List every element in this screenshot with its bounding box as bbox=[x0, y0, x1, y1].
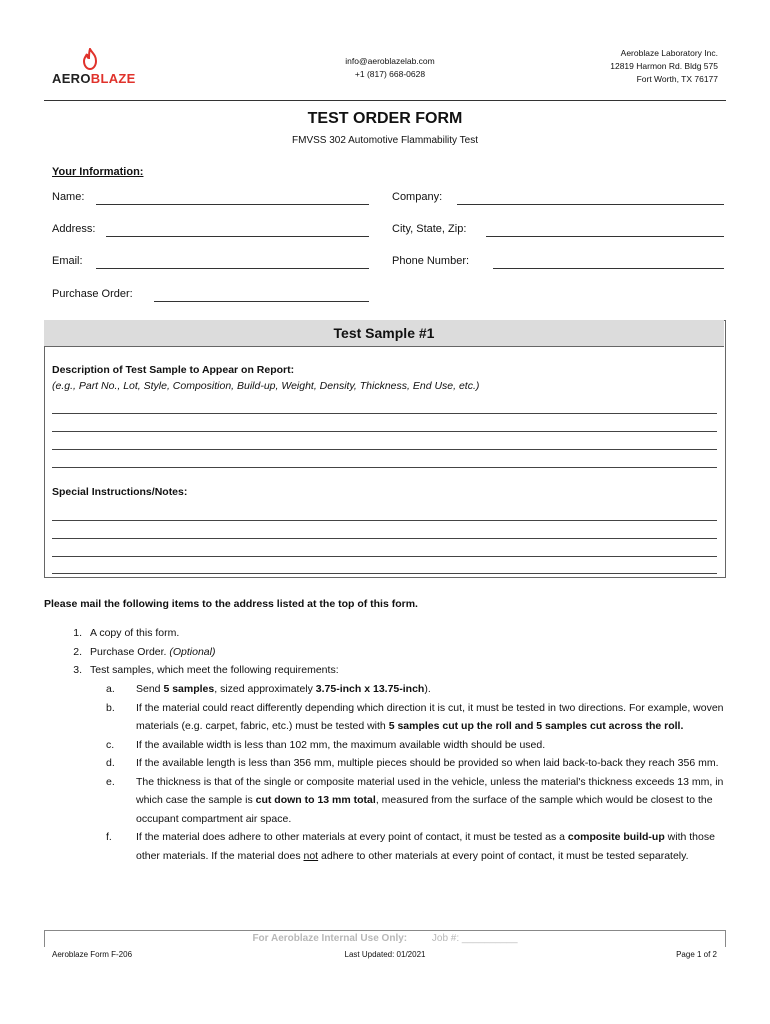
company-field[interactable] bbox=[457, 204, 724, 205]
description-line-2[interactable] bbox=[52, 431, 717, 432]
form-title: TEST ORDER FORM bbox=[307, 110, 463, 127]
address-field[interactable] bbox=[106, 236, 369, 237]
flame-icon bbox=[80, 48, 100, 70]
bold-part: composite build-up bbox=[567, 831, 665, 843]
description-hint: (e.g., Part No., Lot, Style, Composition, Build-up, Weight, Density, Thickness, End Use, etc.) bbox=[52, 380, 480, 392]
internal-use-line bbox=[0, 933, 770, 944]
requirement-text: If the available width is less than 102 mm, the maximum available width should be used. bbox=[136, 738, 546, 751]
list-number: 3. bbox=[73, 664, 82, 676]
requirement-letter: a. bbox=[106, 683, 115, 695]
description-line-1[interactable] bbox=[52, 413, 717, 414]
phone-number-label: Phone Number: bbox=[392, 255, 470, 267]
name-label: Name: bbox=[52, 191, 85, 203]
bold-part: cut down to 13 mm total bbox=[255, 794, 376, 806]
address-street: 12819 Harmon Rd. Bldg 575 bbox=[610, 61, 718, 71]
logo-text-blaze: BLAZE bbox=[90, 71, 136, 86]
notes-line-4[interactable] bbox=[52, 573, 717, 574]
text-part: If the material could react differently depending which direction it is cut, it must be tested in two directions. For example, woven materials (e.g. carpet, fabric, etc.) must be tested with bbox=[136, 701, 724, 732]
requirement-letter: e. bbox=[106, 775, 115, 788]
text-part: with those other materials. If the material does bbox=[136, 831, 718, 862]
requirement-c bbox=[106, 736, 724, 755]
list-number: 2. bbox=[73, 645, 82, 658]
internal-use-label: For Aeroblaze Internal Use Only: bbox=[252, 933, 408, 944]
requirement-a bbox=[106, 680, 724, 699]
text-part: The thickness is that of the single or composite material used in the vehicle, unless the material's thickness exceeds 13 mm, in which case the sample is bbox=[136, 775, 724, 806]
requirement-letter: f. bbox=[106, 831, 112, 843]
requirement-letter: c. bbox=[106, 738, 115, 751]
your-information-heading: Your Information: bbox=[52, 166, 144, 178]
company-logo bbox=[52, 71, 136, 86]
requirement-text bbox=[136, 828, 724, 865]
form-subtitle: FMVSS 302 Automotive Flammability Test bbox=[292, 135, 478, 146]
list-text: Test samples, which meet the following requirements: bbox=[90, 664, 339, 676]
lab-address bbox=[540, 47, 718, 86]
bold-part: 5 samples bbox=[163, 683, 215, 695]
contact-phone: +1 (817) 668-0628 bbox=[354, 69, 426, 79]
notes-heading: Special Instructions/Notes: bbox=[52, 486, 188, 498]
address-city: Fort Worth, TX 76177 bbox=[636, 74, 718, 84]
requirement-text bbox=[136, 680, 431, 699]
list-item bbox=[62, 624, 722, 643]
address-company: Aeroblaze Laboratory Inc. bbox=[620, 48, 718, 58]
requirement-b bbox=[106, 699, 724, 736]
bold-part: 5 samples cut up the roll and 5 samples cut across the roll. bbox=[388, 720, 684, 732]
purchase-order-field[interactable] bbox=[154, 301, 369, 302]
requirement-e bbox=[106, 773, 724, 829]
text-part: adhere to other materials at every point of contact, it must be tested separately. bbox=[318, 849, 689, 862]
notes-line-1[interactable] bbox=[52, 520, 717, 521]
city-state-zip-label: City, State, Zip: bbox=[392, 223, 467, 235]
purchase-order-label: Purchase Order: bbox=[52, 288, 133, 300]
contact-info bbox=[300, 55, 480, 81]
requirement-d bbox=[106, 754, 724, 773]
mail-list bbox=[62, 624, 722, 680]
requirement-letter: b. bbox=[106, 701, 115, 714]
email-label: Email: bbox=[52, 255, 83, 267]
text-part: If the material does adhere to other materials at every point of contact, it must be tested as a bbox=[136, 831, 568, 843]
bold-part: 3.75-inch x 13.75-inch bbox=[315, 683, 425, 695]
contact-email[interactable]: info@aeroblazelab.com bbox=[345, 56, 435, 66]
text-part: , measured from the surface of the sample which would be closest to the occupant compartment air space. bbox=[136, 794, 713, 825]
list-item bbox=[62, 643, 722, 662]
underlined-part: not bbox=[303, 849, 319, 862]
list-item bbox=[62, 661, 722, 680]
description-heading: Description of Test Sample to Appear on Report: bbox=[52, 364, 295, 376]
description-line-4[interactable] bbox=[52, 467, 717, 468]
text-part: ). bbox=[424, 683, 431, 695]
address-label: Address: bbox=[52, 223, 96, 235]
name-field[interactable] bbox=[96, 204, 369, 205]
requirement-text bbox=[136, 699, 724, 736]
requirement-letter: d. bbox=[106, 757, 115, 769]
requirements-list bbox=[106, 680, 724, 865]
mail-instructions-heading: Please mail the following items to the address listed at the top of this form. bbox=[44, 598, 418, 610]
requirement-text: If the available length is less than 356 mm, multiple pieces should be provided so when laid back-to-back they reach 356 mm. bbox=[136, 757, 719, 769]
last-updated: Last Updated: 01/2021 bbox=[344, 950, 426, 959]
header-divider bbox=[44, 100, 726, 101]
job-number-field: Job #: __________ bbox=[431, 933, 518, 944]
company-label: Company: bbox=[392, 191, 443, 203]
requirement-text bbox=[136, 773, 724, 829]
city-state-zip-field[interactable] bbox=[486, 236, 724, 237]
text-part: , sized approximately bbox=[214, 683, 316, 695]
email-field[interactable] bbox=[96, 268, 369, 269]
form-number: Aeroblaze Form F-206 bbox=[52, 950, 133, 959]
list-text: A copy of this form. bbox=[90, 627, 180, 639]
logo-text-aero: AERO bbox=[52, 71, 91, 86]
page-number: Page 1 of 2 bbox=[676, 950, 717, 959]
requirement-f bbox=[106, 828, 724, 865]
test-sample-title: Test Sample #1 bbox=[333, 325, 435, 341]
list-text bbox=[90, 643, 215, 662]
description-line-3[interactable] bbox=[52, 449, 717, 450]
list-number: 1. bbox=[73, 627, 82, 639]
list-text-main: Purchase Order. bbox=[90, 645, 170, 658]
phone-number-field[interactable] bbox=[493, 268, 724, 269]
notes-line-2[interactable] bbox=[52, 538, 717, 539]
list-text-optional: (Optional) bbox=[169, 645, 216, 658]
text-part: Send bbox=[136, 683, 164, 695]
notes-line-3[interactable] bbox=[52, 556, 717, 557]
